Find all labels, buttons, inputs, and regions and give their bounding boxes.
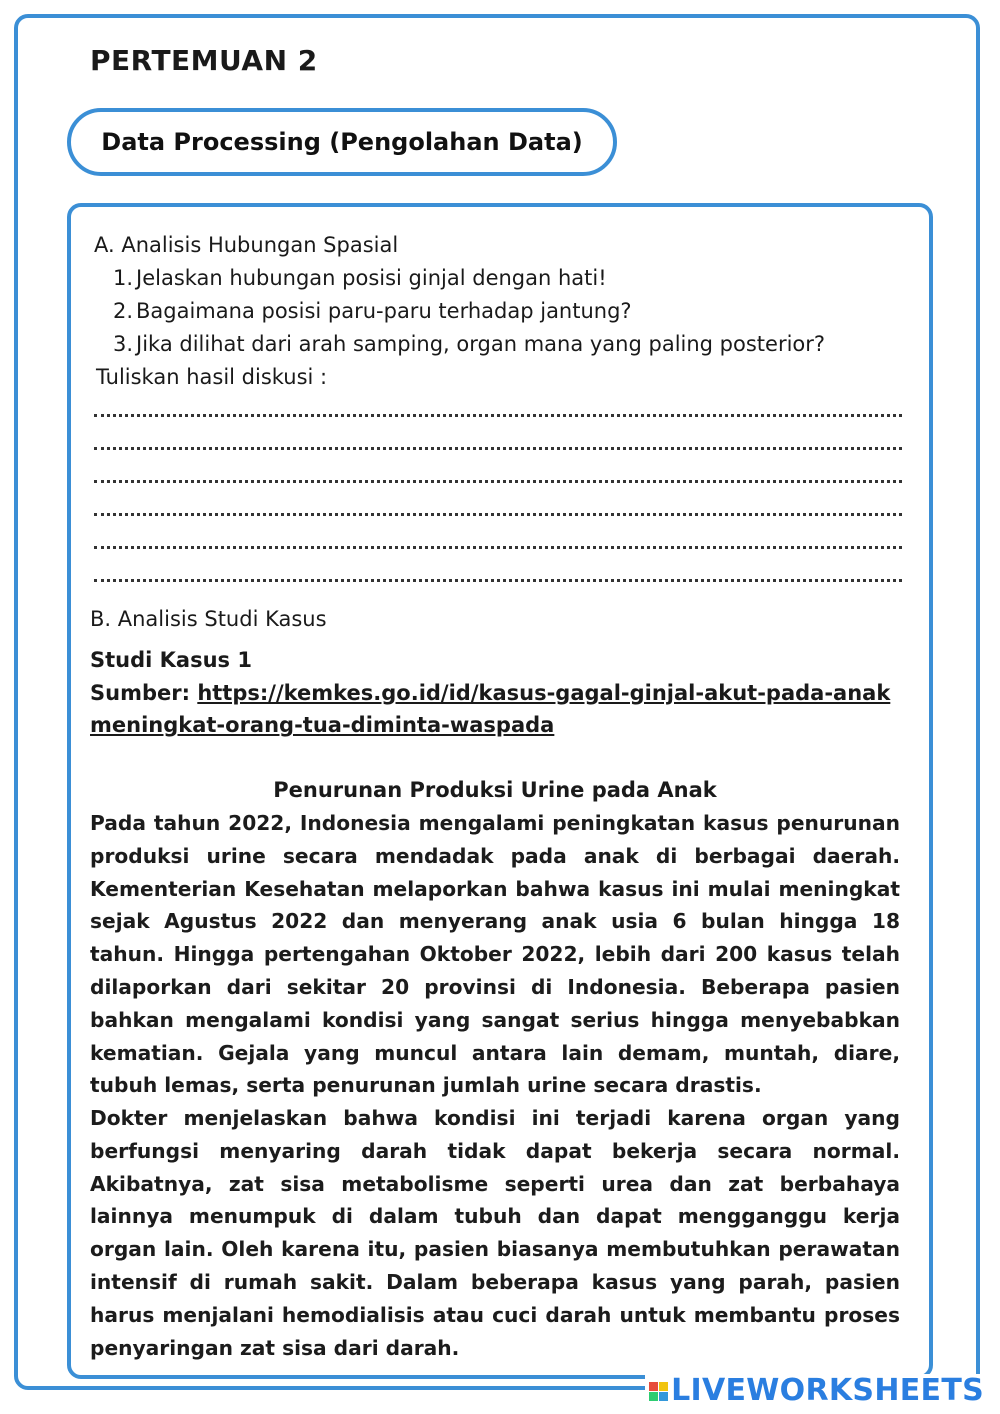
answer-prompt: Tuliskan hasil diskusi :: [96, 365, 328, 389]
story-paragraph-2: Dokter menjelaskan bahwa kondisi ini terjadi karena organ yang berfungsi menyaring darah tidak dapat bekerja secara normal. Akibatnya, zat sisa metabolisme seperti urea dan zat berbahaya lainnya menumpuk di dalam tubuh dan dapat mengganggu kerja organ lain. Oleh karena itu, pasien biasanya membutuhkan perawatan intensif di rumah sakit. Dalam beberapa kasus yang parah, pasien harus menjalani hemodialisis atau cuci darah untuk membantu proses penyaringan zat sisa dari darah.: [90, 1106, 900, 1360]
question-3-text: Jika dilihat dari arah samping, organ mana yang paling posterior?: [136, 332, 826, 356]
brand-name: LIVEWORKSHEETS: [671, 1373, 984, 1408]
source-link-part-1[interactable]: https://kemkes.go.id/id/kasus-gagal-ginjal-akut-pada-anak: [197, 681, 891, 705]
section-label: [67, 108, 617, 176]
answer-line-3[interactable]: [94, 480, 902, 483]
question-1-text: Jelaskan hubungan posisi ginjal dengan hati!: [136, 266, 607, 290]
question-2-number: 2.: [112, 299, 133, 323]
story-title: Penurunan Produksi Urine pada Anak: [273, 778, 717, 802]
liveworksheets-logo-icon: [649, 1382, 668, 1401]
question-2-text: Bagaimana posisi paru-paru terhadap jantung?: [136, 299, 632, 323]
source-line-1: [90, 677, 890, 709]
section-label-text: Data Processing (Pengolahan Data): [101, 128, 583, 156]
answer-line-2[interactable]: [94, 447, 902, 450]
answer-line-1[interactable]: [94, 414, 902, 417]
answer-line-6[interactable]: [94, 579, 902, 582]
page-title: PERTEMUAN 2: [90, 44, 318, 77]
part-a-heading: A. Analisis Hubungan Spasial: [94, 233, 399, 257]
question-1-number: 1.: [112, 266, 133, 290]
source-label: Sumber:: [90, 681, 190, 705]
case-title: Studi Kasus 1: [90, 648, 252, 672]
story-paragraph-1: Pada tahun 2022, Indonesia mengalami peningkatan kasus penurunan produksi urine secara mendadak pada anak di berbagai daerah. Kementerian Kesehatan melaporkan bahwa kasus ini mulai meningkat sejak Agustus 2022 dan menyerang anak usia 6 bulan hingga 18 tahun. Hingga pertengahan Oktober 2022, lebih dari 200 kasus telah dilaporkan dari sekitar 20 provinsi di Indonesia. Beberapa pasien bahkan mengalami kondisi yang sangat serius hingga menyebabkan kematian. Gejala yang muncul antara lain demam, muntah, diare, tubuh lemas, serta penurunan jumlah urine secara drastis.: [90, 811, 900, 1098]
liveworksheets-brand[interactable]: [645, 1374, 988, 1408]
part-b-heading: B. Analisis Studi Kasus: [90, 607, 327, 631]
source-line-2: [90, 709, 554, 741]
source-link-part-2[interactable]: meningkat-orang-tua-diminta-waspada: [90, 713, 555, 737]
answer-line-5[interactable]: [94, 546, 902, 549]
question-3-number: 3.: [112, 332, 133, 356]
answer-line-4[interactable]: [94, 513, 902, 516]
